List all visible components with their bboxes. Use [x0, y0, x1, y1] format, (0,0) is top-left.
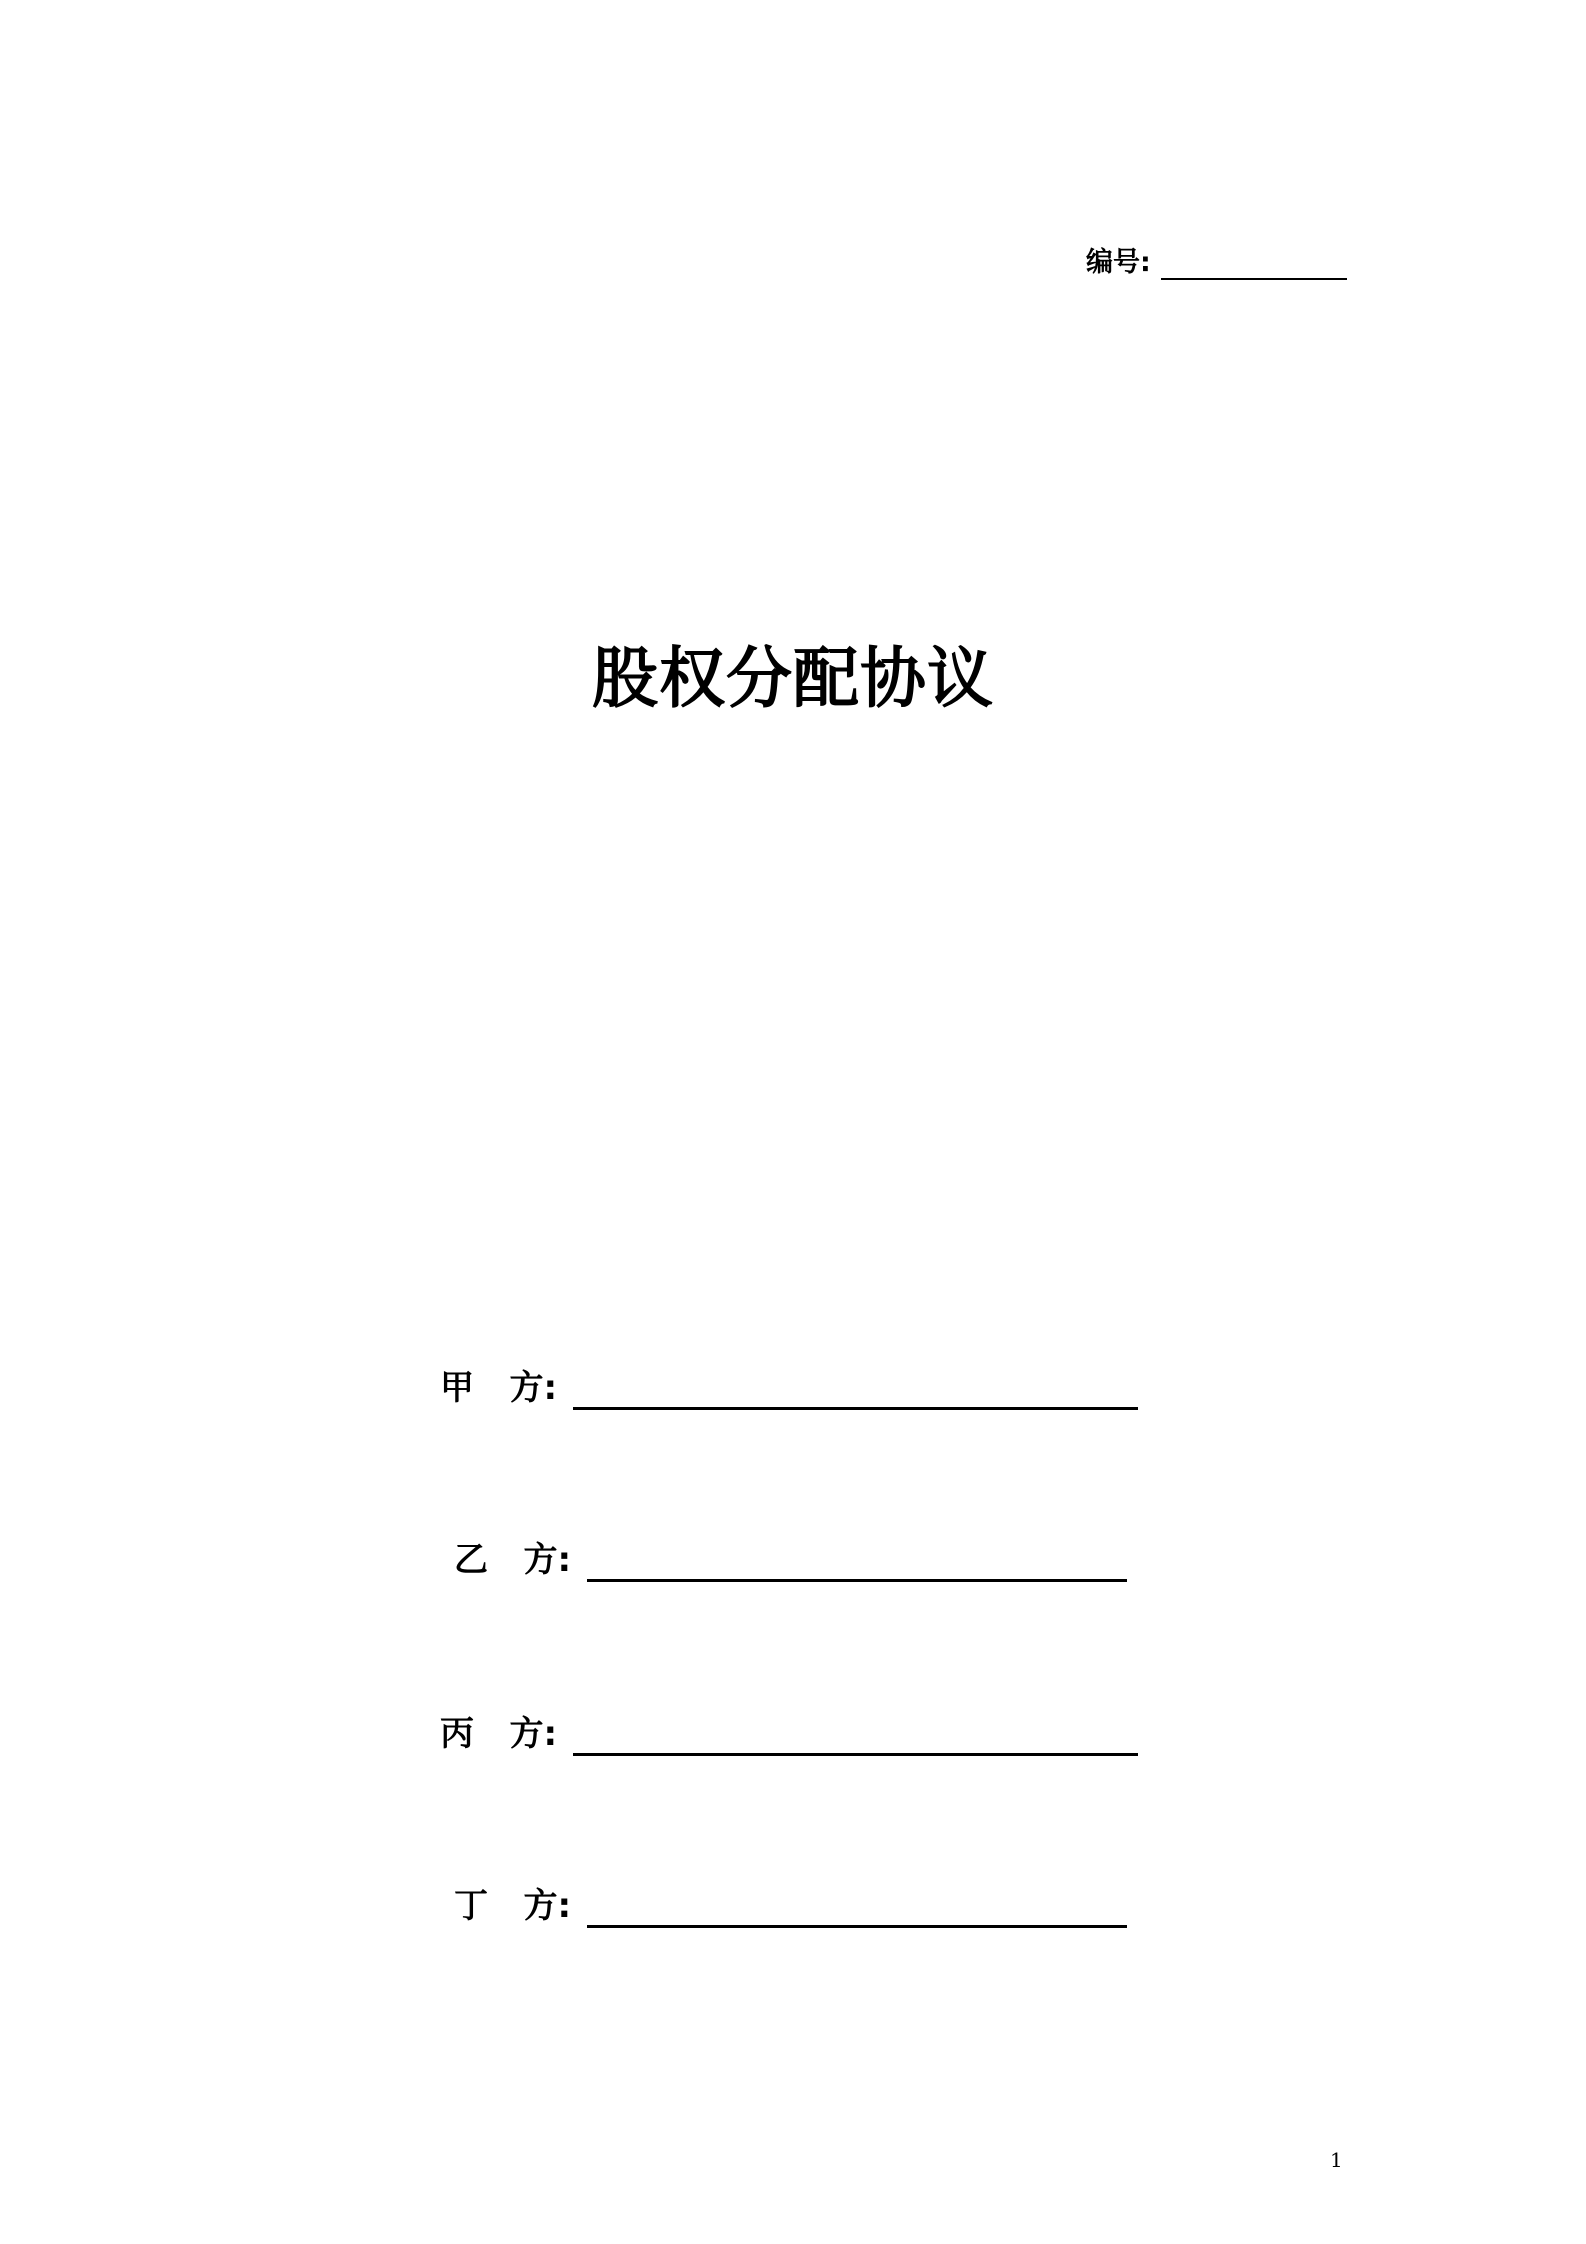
serial-number-label: 编号:	[1086, 247, 1151, 278]
party-d-field	[454, 1884, 1127, 1928]
party-b-blank	[587, 1549, 1127, 1582]
party-a-label: 甲 方:	[440, 1368, 558, 1408]
party-a-blank	[573, 1377, 1138, 1410]
serial-number-blank	[1161, 252, 1347, 280]
party-b-field	[454, 1538, 1127, 1582]
party-d-label: 丁 方:	[454, 1886, 572, 1926]
party-b-label: 乙 方:	[454, 1540, 572, 1580]
page-number: 1	[1330, 2148, 1343, 2172]
party-c-blank	[573, 1723, 1138, 1756]
party-a-field	[440, 1366, 1138, 1410]
party-c-label: 丙 方:	[440, 1714, 558, 1754]
document-title: 股权分配协议	[592, 640, 994, 717]
serial-number-field	[1086, 246, 1347, 280]
party-c-field	[440, 1712, 1138, 1756]
party-d-blank	[587, 1895, 1127, 1928]
